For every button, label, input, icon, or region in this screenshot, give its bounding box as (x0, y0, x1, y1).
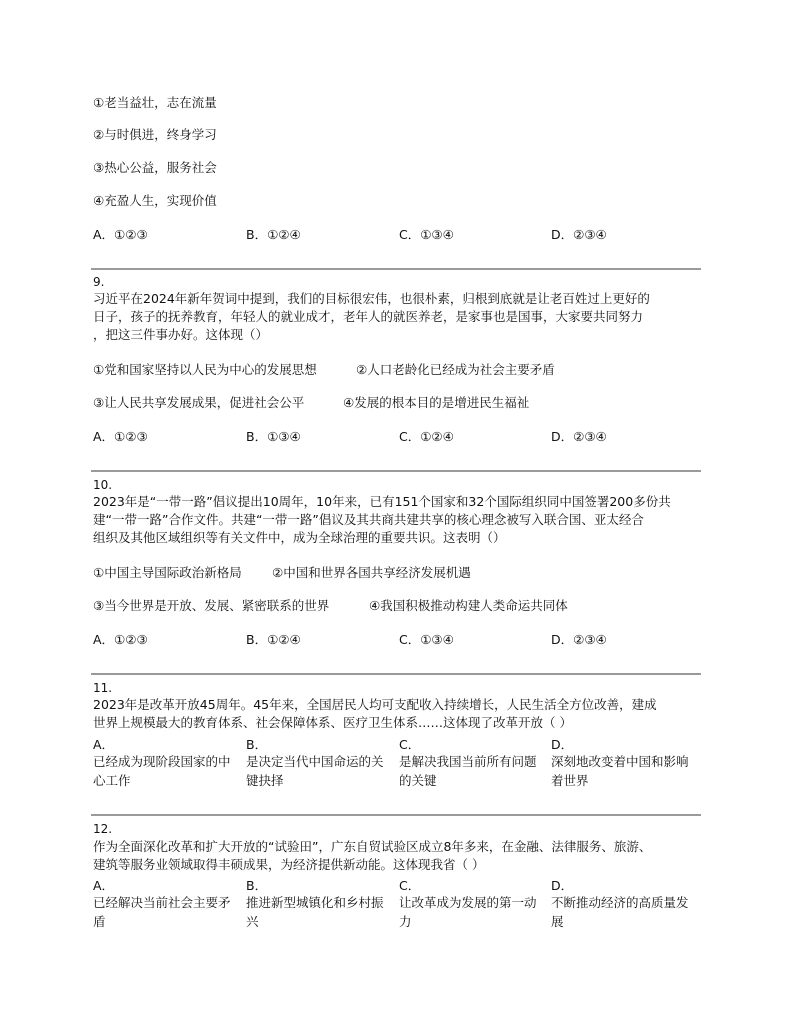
divider (91, 673, 701, 675)
q12-option-d-line-1[interactable]: 不断推动经济的高质量发 (551, 895, 689, 910)
q8-option-c[interactable]: C．①③④ (399, 227, 454, 242)
q12-option-a-letter[interactable]: A． (93, 878, 115, 893)
q11-option-d-letter[interactable]: D． (551, 737, 574, 752)
q11-stem-line-2: 世界上规模最大的教育体系、社会保障体系、医疗卫生体系……这体现了改革开放（ ） (93, 715, 572, 730)
q9-option-c[interactable]: C．①②④ (399, 429, 454, 444)
q12-option-b-letter[interactable]: B． (246, 878, 268, 893)
q9-option-a[interactable]: A．①②③ (93, 429, 148, 444)
q9-item-1: ①党和国家坚持以人民为中心的发展思想 (93, 362, 317, 377)
q11-option-c-letter[interactable]: C． (399, 737, 421, 752)
q12-option-c-letter[interactable]: C． (399, 878, 421, 893)
q9-option-b[interactable]: B．①③④ (246, 429, 301, 444)
q10-item-4: ④我国积极推动构建人类命运共同体 (369, 598, 568, 613)
q11-option-a-line-1[interactable]: 已经成为现阶段国家的中 (93, 754, 231, 769)
q12-number: 12. (93, 822, 113, 836)
q10-item-1: ①中国主导国际政治新格局 (93, 565, 242, 580)
q12-option-d-letter[interactable]: D． (551, 878, 574, 893)
q12-option-b-line-1[interactable]: 推进新型城镇化和乡村振 (246, 895, 384, 910)
q11-option-c-line-1[interactable]: 是解决我国当前所有问题 (399, 754, 537, 769)
q8-item-1: ①老当益壮，志在流量 (93, 95, 217, 110)
q12-option-c-line-1[interactable]: 让改革成为发展的第一动 (399, 895, 537, 910)
q8-item-3: ③热心公益，服务社会 (93, 160, 217, 175)
q11-option-b-line-2[interactable]: 键抉择 (246, 773, 284, 788)
q10-item-2: ②中国和世界各国共享经济发展机遇 (272, 565, 471, 580)
q8-item-2: ②与时俱进，终身学习 (93, 127, 217, 142)
q10-option-d[interactable]: D．②③④ (551, 632, 607, 647)
divider (91, 814, 701, 816)
q11-stem-line-1: 2023年是改革开放45周年。45年来，全国居民人均可支配收入持续增长，人民生活全方位改善，建成 (93, 697, 657, 712)
q11-option-c-line-2[interactable]: 的关键 (399, 773, 437, 788)
q10-option-b[interactable]: B．①②④ (246, 632, 301, 647)
q9-option-d[interactable]: D．②③④ (551, 429, 607, 444)
q12-option-d-line-2[interactable]: 展 (551, 914, 564, 929)
divider (91, 268, 701, 270)
q12-option-a-line-2[interactable]: 盾 (93, 914, 106, 929)
q11-option-d-line-2[interactable]: 着世界 (551, 773, 589, 788)
q12-option-a-line-1[interactable]: 已经解决当前社会主要矛 (93, 895, 231, 910)
q8-option-a[interactable]: A．①②③ (93, 227, 148, 242)
q10-number: 10. (93, 478, 113, 492)
q10-stem-line-1: 2023年是“一带一路”倡议提出10周年，10年来，已有151个国家和32个国际组织同中国签署200多份共 (93, 494, 671, 509)
q9-stem-line-2: 日子，孩子的抚养教育，年轻人的就业成才，老年人的就医养老，是家事也是国事，大家要共同努力 (93, 309, 644, 324)
q10-item-3: ③当今世界是开放、发展、紧密联系的世界 (93, 598, 330, 613)
q9-stem-line-1: 习近平在2024年新年贺词中提到，我们的目标很宏伟，也很朴素，归根到底就是让老百姓过上更好的 (93, 291, 650, 306)
q11-option-a-letter[interactable]: A． (93, 737, 115, 752)
divider (91, 470, 701, 472)
q10-stem-line-3: 组织及其他区域组织等有关文件中，成为全球治理的重要共识。这表明（） (93, 530, 506, 545)
q9-item-4: ④发展的根本目的是增进民生福祉 (343, 395, 530, 410)
q10-stem-line-2: 建“一带一路”合作文件。共建“一带一路”倡议及其共商共建共享的核心理念被写入联合国、亚太经合 (93, 512, 644, 527)
q9-stem-line-3: ，把这三件事办好。这体现（） (93, 327, 269, 342)
q11-number: 11. (93, 681, 113, 695)
q12-stem-line-2: 建筑等服务业领域取得丰硕成果，为经济提供新动能。这体现我省（ ） (93, 857, 485, 872)
q9-item-3: ③让人民共享发展成果，促进社会公平 (93, 395, 305, 410)
q10-option-c[interactable]: C．①③④ (399, 632, 454, 647)
q9-item-2: ②人口老龄化已经成为社会主要矛盾 (356, 362, 555, 377)
q11-option-b-letter[interactable]: B． (246, 737, 268, 752)
q12-option-c-line-2[interactable]: 力 (399, 914, 412, 929)
q11-option-d-line-1[interactable]: 深刻地改变着中国和影响 (551, 754, 689, 769)
q11-option-b-line-1[interactable]: 是决定当代中国命运的关 (246, 754, 384, 769)
q8-option-b[interactable]: B．①②④ (246, 227, 301, 242)
q9-number: 9. (93, 275, 105, 289)
q12-stem-line-1: 作为全面深化改革和扩大开放的“试验田”，广东自贸试验区成立8年多来，在金融、法律服务、旅游、 (93, 839, 652, 854)
q11-option-a-line-2[interactable]: 心工作 (93, 773, 131, 788)
q8-option-d[interactable]: D．②③④ (551, 227, 607, 242)
q12-option-b-line-2[interactable]: 兴 (246, 914, 259, 929)
q10-option-a[interactable]: A．①②③ (93, 632, 148, 647)
q8-item-4: ④充盈人生，实现价值 (93, 193, 217, 208)
